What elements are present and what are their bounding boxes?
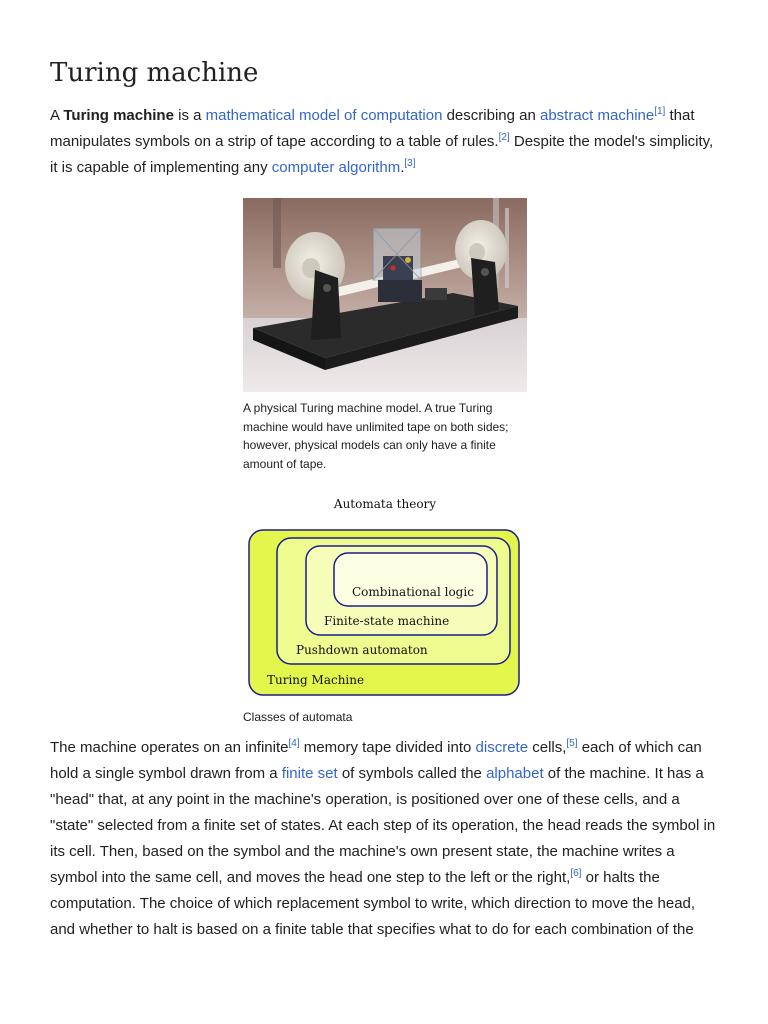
citation-3[interactable]: [3] [404,158,416,169]
diagram-caption: Classes of automata [243,710,353,724]
label-pushdown-automaton: Pushdown automaton [296,643,428,657]
term-bold: Turing machine [63,107,174,124]
link-alphabet[interactable]: alphabet [486,765,544,782]
citation-5[interactable]: [5] [566,738,578,749]
diagram-title: Automata theory [333,497,437,511]
citation-4[interactable]: [4] [288,738,300,749]
link-discrete[interactable]: discrete [475,739,529,756]
automata-diagram [246,528,522,698]
label-combinational-logic: Combinational logic [352,585,474,599]
link-mathematical-model[interactable]: mathematical model of computation [205,107,443,124]
intro-paragraph: A Turing machine is a mathematical model of computation describing an abstract machine[1] that manipulates symbols on a strip of tape according to a table of rules.[2] Despite the model's simplicity, it is capable of implementing any computer algorithm.[3] [50,106,714,176]
citation-6[interactable]: [6] [570,868,582,879]
link-abstract-machine[interactable]: abstract machine [539,107,655,124]
citation-1[interactable]: [1] [654,106,666,117]
citation-2[interactable]: [2] [498,132,510,143]
body-paragraph: The machine operates on an infinite[4] memory tape divided into discrete cells,[5] each of which can hold a single symbol drawn from a finite set of symbols called the alphabet of the machine. It has a "head" that, at any point in the machine's operation, is positioned over one of these cells, and a "state" selected from a finite set of states. At each step of its operation, the head reads the symbol in its cell. Then, based on the symbol and the machine's own present state, the machine writes a symbol into the same cell, and moves the head one step to the left or the right,[6] or halts the computation. The choice of which replacement symbol to write, which direction to move the head, and whether to halt is based on a finite table that specifies what to do for each combination of the [50,738,716,938]
photo-caption: A physical Turing machine model. A true Turing machine would have unlimited tape on both sides; however, physical models can only have a finite amount of tape. [243,401,509,471]
link-finite-set[interactable]: finite set [281,765,338,782]
label-turing-machine: Turing Machine [267,673,365,687]
page-title: Turing machine [50,58,259,88]
turing-machine-photo[interactable] [243,198,527,392]
label-finite-state-machine: Finite-state machine [324,614,450,628]
link-computer-algorithm[interactable]: computer algorithm [271,159,401,176]
